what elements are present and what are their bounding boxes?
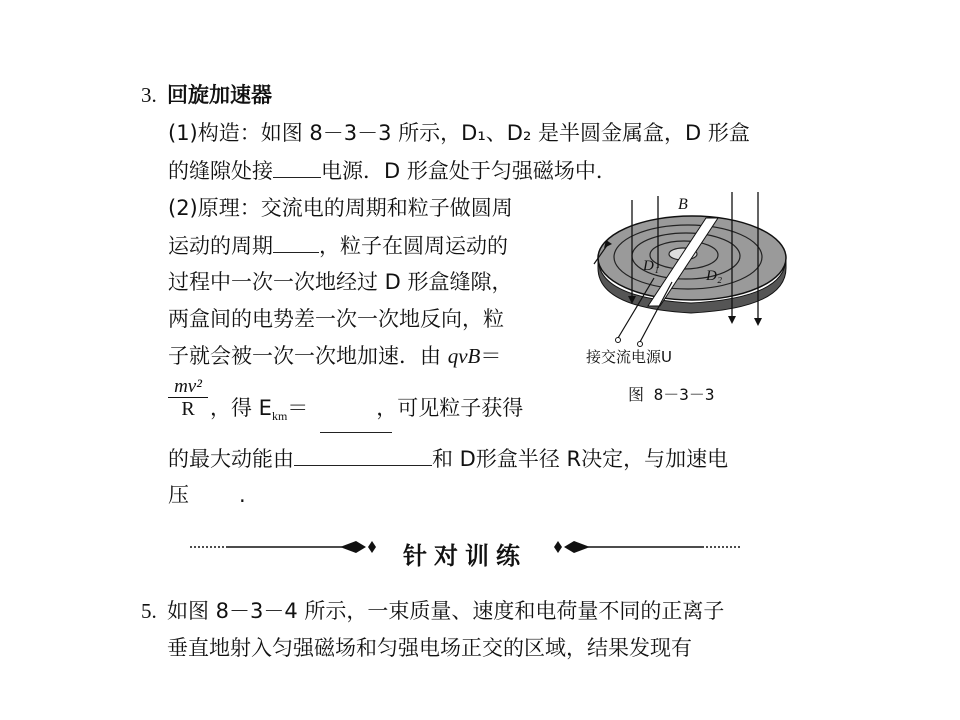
text-fragment: ＝ [480, 344, 502, 368]
fill-blank-3[interactable] [320, 432, 392, 433]
banner-arrow-icon [340, 541, 366, 553]
text-fragment: ，可见粒子获得 [376, 396, 524, 420]
banner-diamond-icon [368, 541, 376, 553]
text-fragment: . [239, 483, 246, 507]
label-ac-source: 接交流电源U [586, 348, 672, 366]
principle-line-5 [168, 343, 501, 369]
label-d1: D₁ [643, 258, 660, 274]
banner-arrow-icon [564, 541, 590, 553]
principle-line-4: 两盒间的电势差一次一次地反向，粒 [168, 307, 504, 331]
question-5-line-2: 垂直地射入匀强磁场和匀强电场正交的区域，结果发现有 [167, 636, 692, 660]
text-fragment: ，粒子在圆周运动的 [319, 234, 508, 258]
principle-line-8 [168, 482, 246, 508]
section-title: 回旋加速器 [167, 83, 272, 107]
formula-qvb: qvB [447, 344, 481, 368]
text-fragment: 子就会被一次一次地加速．由 [168, 344, 448, 368]
fraction-denominator: R [181, 398, 195, 420]
fill-blank-4[interactable] [294, 445, 432, 466]
label-d2: D₂ [706, 268, 723, 284]
fill-blank-1[interactable] [273, 157, 321, 178]
terminal-icon [616, 338, 621, 343]
principle-line-3: 过程中一次一次地经过 D 形盒缝隙， [168, 270, 513, 294]
principle-line-7 [168, 445, 728, 472]
text-fragment: 电源．D 形盒处于匀强磁场中． [321, 159, 617, 183]
principle-line-1: (2)原理：交流电的周期和粒子做圆周 [168, 196, 513, 220]
text-fragment: ，得 E [210, 396, 272, 420]
practice-banner-title: 针对训练 [403, 542, 527, 570]
fraction-numerator: mv² [174, 376, 202, 397]
principle-line-2 [168, 232, 508, 259]
figure-caption: 图 8－3－3 [628, 385, 715, 404]
construction-line-1: (1)构造：如图 8－3－3 所示，D₁、D₂ 是半圆金属盒，D 形盒 [168, 121, 750, 145]
question-5-line-1: 如图 8－3－4 所示，一束质量、速度和电荷量不同的正离子 [167, 599, 725, 623]
question-number-5: 5. [141, 599, 157, 623]
construction-line-2 [168, 157, 617, 184]
subscript-km: km [271, 409, 288, 424]
text-fragment: 和 D形盒半径 R决定，与加速电 [432, 447, 729, 471]
text-fragment: 压 [168, 483, 189, 507]
fraction-mv2-over-r [168, 377, 208, 420]
text-fragment: ＝ [287, 396, 309, 420]
text-fragment: 的缝隙处接 [168, 159, 273, 183]
question-number-3: 3. [141, 83, 157, 107]
text-fragment: 运动的周期 [168, 234, 273, 258]
fill-blank-2[interactable] [273, 232, 319, 253]
text-fragment: 的最大动能由 [168, 447, 294, 471]
principle-line-6 [210, 395, 523, 429]
banner-diamond-icon [554, 541, 562, 553]
label-b: B [678, 196, 688, 213]
